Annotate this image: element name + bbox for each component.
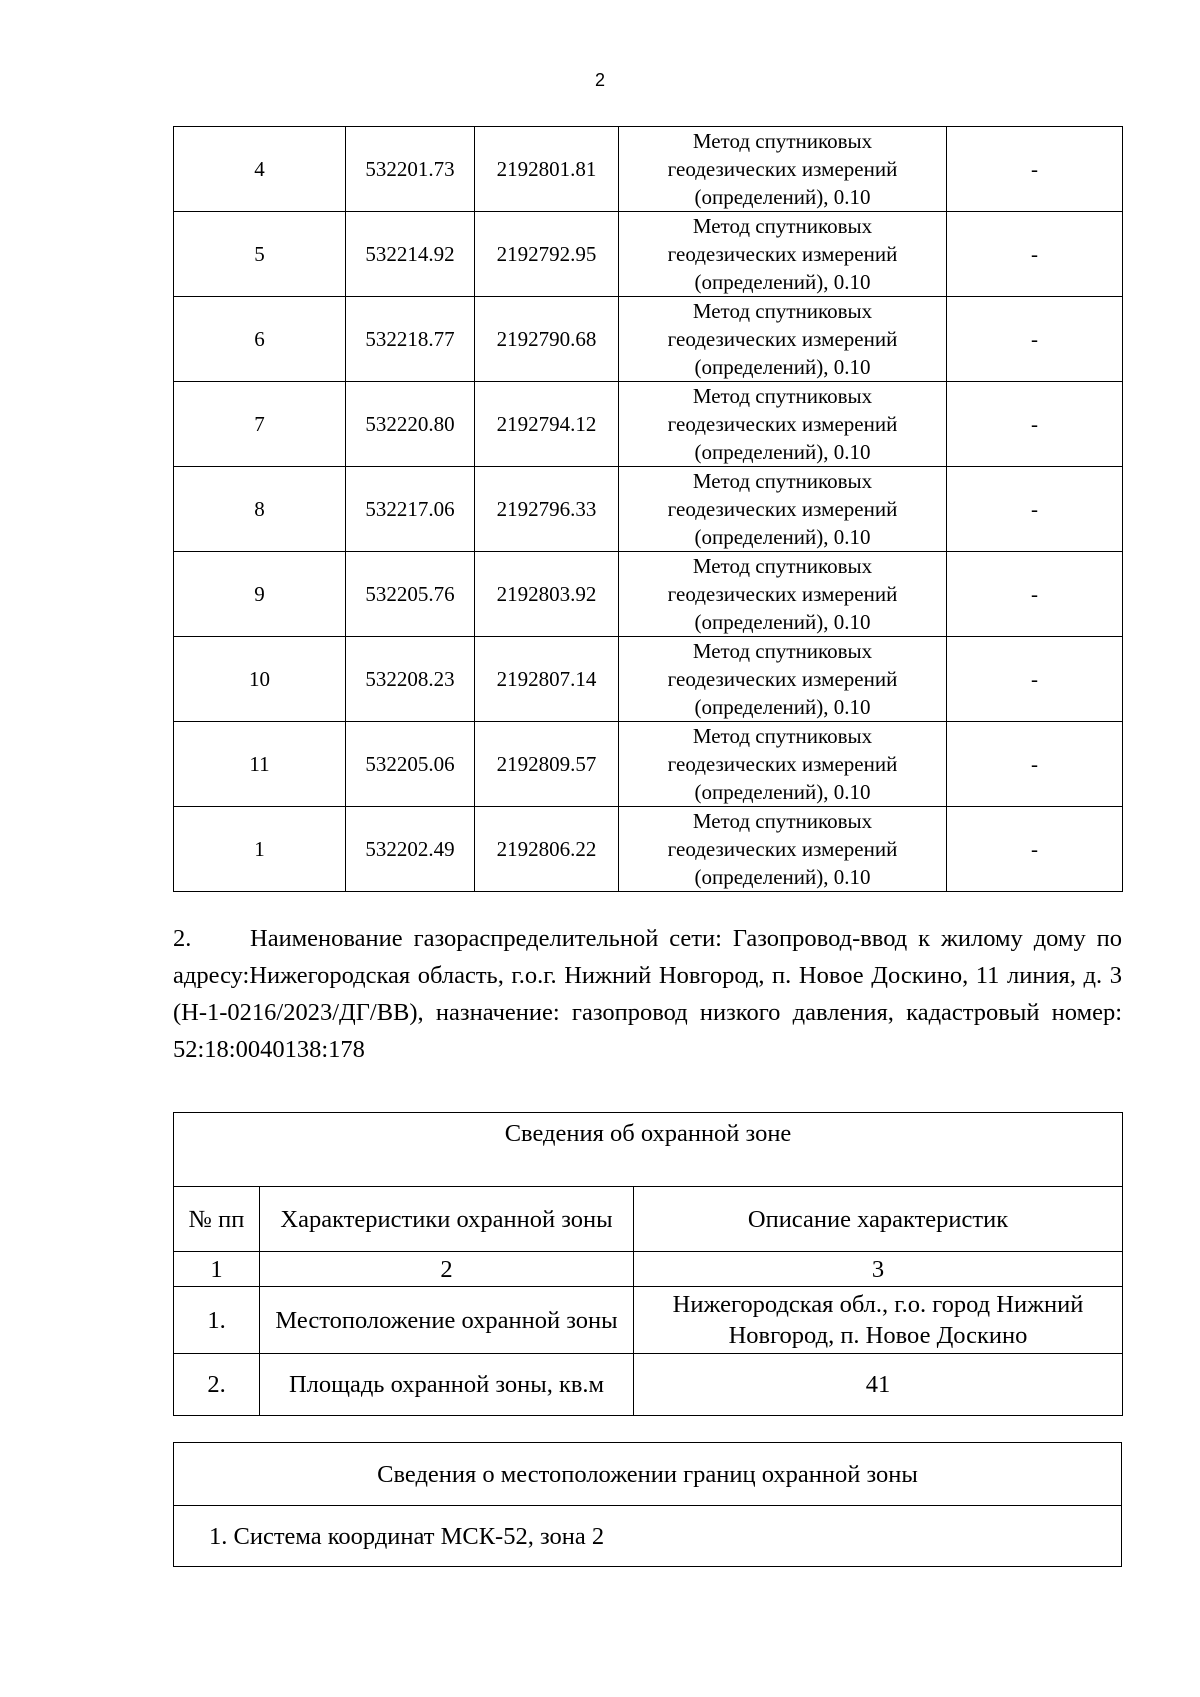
y-coordinate: 2192803.92 (475, 552, 619, 637)
point-number: 11 (174, 722, 346, 807)
table-row (174, 297, 1123, 382)
y-coordinate: 2192792.95 (475, 212, 619, 297)
method-text-line: (определений), 0.10 (694, 695, 871, 719)
table-row (174, 1287, 1123, 1354)
protected-zone-table (173, 1112, 1123, 1416)
method-text-line: геодезических измерений (667, 497, 898, 521)
note-cell: - (947, 552, 1123, 637)
method-text-line: геодезических измерений (667, 242, 898, 266)
note-cell: - (947, 127, 1123, 212)
row-characteristic: Площадь охранной зоны, кв.м (260, 1354, 634, 1416)
method-cell (619, 127, 947, 212)
method-text-line: (определений), 0.10 (694, 440, 871, 464)
method-cell (619, 382, 947, 467)
method-text-line: (определений), 0.10 (694, 780, 871, 804)
method-text-line: Метод спутниковых (692, 639, 873, 663)
method-cell (619, 467, 947, 552)
x-coordinate: 532202.49 (346, 807, 475, 892)
row-number: 2. (174, 1354, 260, 1416)
method-text-line: геодезических измерений (667, 752, 898, 776)
method-cell (619, 807, 947, 892)
note-cell: - (947, 807, 1123, 892)
method-text-line: Метод спутниковых (692, 299, 873, 323)
method-cell (619, 637, 947, 722)
method-cell (619, 722, 947, 807)
page-number: 2 (594, 70, 605, 90)
method-text-line: геодезических измерений (667, 667, 898, 691)
boundary-table-title: Сведения о местоположении границ охранной зоны (174, 1443, 1122, 1506)
y-coordinate: 2192801.81 (475, 127, 619, 212)
table-row (174, 127, 1123, 212)
note-cell: - (947, 212, 1123, 297)
table-row (174, 807, 1123, 892)
method-text-line: геодезических измерений (667, 157, 898, 181)
x-coordinate: 532205.76 (346, 552, 475, 637)
col-header-characteristics: Характеристики охранной зоны (260, 1187, 634, 1252)
method-text-line: геодезических измерений (667, 412, 898, 436)
point-number: 9 (174, 552, 346, 637)
method-text-line: (определений), 0.10 (694, 270, 871, 294)
method-cell (619, 552, 947, 637)
y-coordinate: 2192794.12 (475, 382, 619, 467)
x-coordinate: 532214.92 (346, 212, 475, 297)
point-number: 4 (174, 127, 346, 212)
y-coordinate: 2192807.14 (475, 637, 619, 722)
boundary-location-table (173, 1442, 1122, 1567)
method-text-line: геодезических измерений (667, 837, 898, 861)
section-paragraph (173, 920, 1122, 1068)
col-number-2: 2 (260, 1252, 634, 1287)
col-number-3: 3 (634, 1252, 1123, 1287)
section-number: 2. (173, 925, 192, 952)
row-description: Нижегородская обл., г.о. город Нижний Новгород, п. Новое Доскино (634, 1287, 1123, 1354)
point-number: 10 (174, 637, 346, 722)
table-row (174, 637, 1123, 722)
table-row (174, 1354, 1123, 1416)
table-row (174, 722, 1123, 807)
x-coordinate: 532218.77 (346, 297, 475, 382)
method-text-line: геодезических измерений (667, 582, 898, 606)
x-coordinate: 532220.80 (346, 382, 475, 467)
method-text-line: Метод спутниковых (692, 554, 873, 578)
note-cell: - (947, 382, 1123, 467)
table-row (174, 552, 1123, 637)
method-text-line: Метод спутниковых (692, 384, 873, 408)
x-coordinate: 532208.23 (346, 637, 475, 722)
method-text-line: Метод спутниковых (692, 469, 873, 493)
point-number: 8 (174, 467, 346, 552)
y-coordinate: 2192790.68 (475, 297, 619, 382)
point-number: 7 (174, 382, 346, 467)
method-text-line: (определений), 0.10 (694, 865, 871, 889)
y-coordinate: 2192796.33 (475, 467, 619, 552)
method-text-line: (определений), 0.10 (694, 525, 871, 549)
col-header-description: Описание характеристик (634, 1187, 1123, 1252)
method-cell (619, 297, 947, 382)
point-number: 5 (174, 212, 346, 297)
method-text-line: Метод спутниковых (692, 809, 873, 833)
coordinate-system-row: 1. Система координат МСК-52, зона 2 (174, 1506, 1122, 1567)
coordinates-table (173, 126, 1123, 892)
x-coordinate: 532201.73 (346, 127, 475, 212)
method-text-line: Метод спутниковых (692, 214, 873, 238)
method-cell (619, 212, 947, 297)
row-description: 41 (634, 1354, 1123, 1416)
note-cell: - (947, 297, 1123, 382)
x-coordinate: 532217.06 (346, 467, 475, 552)
y-coordinate: 2192809.57 (475, 722, 619, 807)
method-text-line: Метод спутниковых (692, 129, 873, 153)
note-cell: - (947, 722, 1123, 807)
row-number: 1. (174, 1287, 260, 1354)
method-text-line: геодезических измерений (667, 327, 898, 351)
method-text-line: (определений), 0.10 (694, 185, 871, 209)
method-text-line: Метод спутниковых (692, 724, 873, 748)
row-characteristic: Местоположение охранной зоны (260, 1287, 634, 1354)
section-text: Наименование газораспределительной сети: Газопровод-ввод к жилому дому по адресу:Нижегородская область, г.о.г. Нижний Новгород, п. Новое Доскино, 11 линия, д. 3 (Н-1-0216/2023/ДГ/ВВ), назначение: газопровод низкого давления, кадастровый номер: 52:18:0040138:178 (173, 925, 1122, 1063)
col-header-number: № пп (174, 1187, 260, 1252)
table-row (174, 467, 1123, 552)
table-row (174, 382, 1123, 467)
point-number: 1 (174, 807, 346, 892)
y-coordinate: 2192806.22 (475, 807, 619, 892)
table-row (174, 212, 1123, 297)
point-number: 6 (174, 297, 346, 382)
zone-table-title: Сведения об охранной зоне (174, 1113, 1123, 1187)
x-coordinate: 532205.06 (346, 722, 475, 807)
method-text-line: (определений), 0.10 (694, 355, 871, 379)
method-text-line: (определений), 0.10 (694, 610, 871, 634)
col-number-1: 1 (174, 1252, 260, 1287)
note-cell: - (947, 637, 1123, 722)
note-cell: - (947, 467, 1123, 552)
